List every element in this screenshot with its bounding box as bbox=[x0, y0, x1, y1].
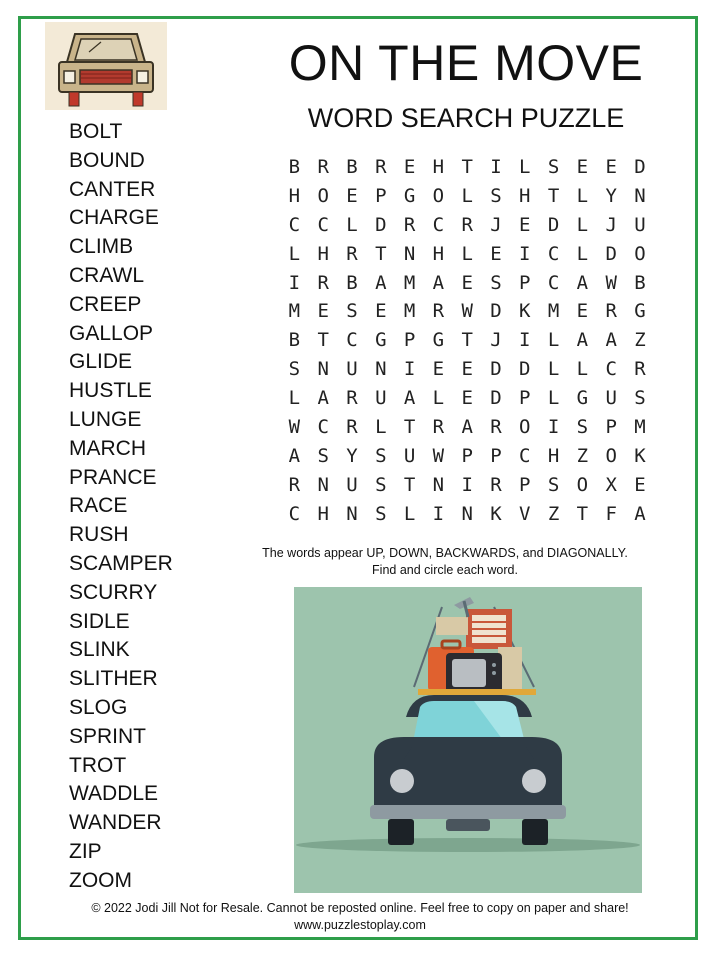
grid-letter: G bbox=[432, 329, 445, 352]
grid-letter: I bbox=[288, 271, 301, 294]
grid-letter: H bbox=[288, 184, 301, 207]
grid-letter: J bbox=[490, 213, 502, 236]
car-with-luggage-illustration bbox=[294, 587, 642, 893]
grid-letter: V bbox=[519, 502, 531, 525]
word-list-item: GALLOP bbox=[69, 321, 154, 345]
grid-letter: A bbox=[288, 444, 301, 467]
grid-letter: R bbox=[317, 271, 329, 294]
grid-letter: L bbox=[375, 416, 387, 439]
grid-letter: E bbox=[461, 358, 473, 381]
grid-letter: M bbox=[403, 300, 416, 323]
grid-letter: C bbox=[519, 444, 531, 467]
word-list-item: CREEP bbox=[69, 292, 142, 316]
word-list-item: BOUND bbox=[69, 148, 145, 172]
word-list-item: SIDLE bbox=[69, 609, 130, 633]
word-list-item: PRANCE bbox=[69, 465, 157, 489]
word-list-item: HUSTLE bbox=[69, 379, 152, 403]
grid-letter: L bbox=[576, 242, 589, 265]
instructions-line-1: The words appear UP, DOWN, BACKWARDS, and DIAGONALLY. bbox=[262, 546, 628, 560]
grid-letter: A bbox=[634, 502, 646, 525]
grid-letter: E bbox=[403, 156, 416, 178]
grid-letter: D bbox=[547, 213, 560, 236]
website-link[interactable]: www.puzzlestoplay.com bbox=[294, 918, 426, 932]
grid-letter: S bbox=[490, 271, 502, 294]
word-list-item: SPRINT bbox=[69, 724, 147, 748]
letter-grid bbox=[280, 153, 654, 529]
grid-letter: E bbox=[375, 300, 387, 323]
grid-letter: H bbox=[317, 242, 329, 265]
grid-letter: I bbox=[547, 416, 560, 439]
grid-letter: B bbox=[346, 156, 358, 178]
grid-letter: J bbox=[605, 213, 617, 236]
grid-letter: C bbox=[547, 271, 560, 294]
grid-letter: R bbox=[490, 473, 502, 496]
grid-letter: D bbox=[490, 387, 502, 410]
grid-letter: U bbox=[403, 444, 416, 467]
grid-letter: U bbox=[634, 213, 646, 236]
grid-letter: O bbox=[317, 184, 329, 207]
grid-letter: G bbox=[634, 300, 646, 323]
grid-letter: H bbox=[317, 502, 329, 525]
grid-letter: J bbox=[490, 329, 502, 352]
grid-letter: B bbox=[634, 271, 646, 294]
grid-letter: L bbox=[576, 358, 589, 381]
grid-letter: U bbox=[346, 473, 358, 496]
grid-letter: I bbox=[432, 502, 445, 525]
word-list-item: CANTER bbox=[69, 177, 156, 201]
page-title: ON THE MOVE bbox=[288, 35, 644, 91]
grid-letter: S bbox=[375, 444, 387, 467]
grid-letter: B bbox=[288, 329, 301, 352]
word-list-item: GLIDE bbox=[69, 350, 133, 374]
grid-letter: C bbox=[288, 502, 301, 525]
grid-letter: N bbox=[461, 502, 473, 525]
grid-letter: O bbox=[634, 242, 646, 265]
grid-letter: M bbox=[547, 300, 560, 323]
grid-letter: S bbox=[547, 473, 560, 496]
word-list-item: SCURRY bbox=[69, 580, 158, 604]
grid-letter: E bbox=[317, 300, 329, 323]
grid-letter: P bbox=[519, 473, 531, 496]
grid-letter: S bbox=[288, 358, 301, 381]
grid-letter: Z bbox=[576, 444, 589, 467]
grid-letter: L bbox=[461, 242, 473, 265]
word-list-item: CRAWL bbox=[69, 263, 145, 287]
grid-letter: P bbox=[490, 444, 502, 467]
word-list-item: WADDLE bbox=[69, 782, 159, 806]
word-list-item: RACE bbox=[69, 494, 128, 518]
grid-letter: H bbox=[432, 156, 445, 178]
grid-letter: S bbox=[375, 473, 387, 496]
grid-letter: U bbox=[605, 387, 617, 410]
word-list-item: LUNGE bbox=[69, 407, 142, 431]
grid-letter: K bbox=[490, 502, 502, 525]
grid-letter: C bbox=[317, 416, 329, 439]
grid-letter: R bbox=[375, 156, 387, 178]
grid-letter: N bbox=[432, 473, 445, 496]
grid-letter: I bbox=[519, 329, 531, 352]
grid-letter: R bbox=[346, 387, 358, 410]
grid-letter: N bbox=[346, 502, 358, 525]
grid-letter: R bbox=[432, 300, 445, 323]
grid-letter: C bbox=[605, 358, 617, 381]
grid-letter: W bbox=[288, 416, 301, 439]
grid-letter: E bbox=[490, 242, 502, 265]
word-list-item: MARCH bbox=[69, 436, 146, 460]
copyright-notice: © 2022 Jodi Jill Not for Resale. Cannot be reposted online. Feel free to copy on paper and share! bbox=[91, 901, 629, 915]
grid-letter: I bbox=[403, 358, 416, 381]
grid-letter: A bbox=[605, 329, 617, 352]
word-list bbox=[69, 118, 173, 896]
word-list-item: BOLT bbox=[69, 120, 123, 143]
grid-letter: S bbox=[576, 416, 589, 439]
grid-letter: L bbox=[576, 213, 589, 236]
instructions bbox=[240, 545, 650, 579]
grid-letter: L bbox=[288, 242, 301, 265]
grid-letter: S bbox=[634, 387, 646, 410]
grid-letter: C bbox=[432, 213, 445, 236]
grid-letter: L bbox=[346, 213, 358, 236]
grid-letter: P bbox=[375, 184, 387, 207]
grid-letter: M bbox=[634, 416, 646, 439]
grid-letter: R bbox=[432, 416, 445, 439]
grid-letter: Y bbox=[346, 444, 358, 467]
grid-letter: N bbox=[375, 358, 387, 381]
grid-letter: A bbox=[576, 271, 589, 294]
grid-letter: C bbox=[288, 213, 301, 236]
grid-letter: D bbox=[375, 213, 387, 236]
grid-letter: F bbox=[605, 502, 617, 525]
grid-letter: E bbox=[461, 387, 473, 410]
grid-letter: C bbox=[317, 213, 329, 236]
word-list-item: WANDER bbox=[69, 811, 162, 835]
grid-letter: K bbox=[634, 444, 646, 467]
grid-letter: M bbox=[403, 271, 416, 294]
grid-letter: K bbox=[519, 300, 531, 323]
grid-letter: O bbox=[519, 416, 531, 439]
grid-letter: T bbox=[461, 329, 473, 352]
grid-letter: E bbox=[605, 156, 617, 178]
grid-letter: T bbox=[576, 502, 589, 525]
grid-letter: I bbox=[490, 156, 502, 178]
grid-letter: U bbox=[346, 358, 358, 381]
grid-letter: R bbox=[288, 473, 301, 496]
grid-letter: E bbox=[576, 300, 589, 323]
grid-letter: U bbox=[375, 387, 387, 410]
grid-letter: L bbox=[461, 184, 473, 207]
word-list-item: TROT bbox=[69, 753, 127, 777]
grid-letter: Y bbox=[605, 184, 617, 207]
word-list-item: RUSH bbox=[69, 523, 129, 547]
instructions-line-2: Find and circle each word. bbox=[372, 563, 518, 577]
grid-letter: N bbox=[634, 184, 646, 207]
grid-letter: E bbox=[519, 213, 531, 236]
word-list-item: ZOOM bbox=[69, 868, 132, 892]
grid-letter: E bbox=[576, 156, 589, 178]
grid-letter: W bbox=[605, 271, 617, 294]
grid-letter: T bbox=[375, 242, 387, 265]
grid-letter: T bbox=[461, 156, 473, 178]
grid-letter: R bbox=[317, 156, 329, 178]
grid-letter: X bbox=[605, 473, 617, 496]
grid-letter: D bbox=[605, 242, 617, 265]
footer bbox=[22, 900, 698, 934]
word-list-item: CLIMB bbox=[69, 235, 134, 259]
grid-letter: O bbox=[432, 184, 445, 207]
grid-letter: Z bbox=[547, 502, 560, 525]
grid-letter: S bbox=[490, 184, 502, 207]
grid-letter: G bbox=[576, 387, 589, 410]
grid-letter: B bbox=[288, 156, 301, 178]
grid-letter: M bbox=[288, 300, 301, 323]
grid-letter: N bbox=[317, 473, 329, 496]
grid-letter: R bbox=[346, 416, 358, 439]
grid-letter: T bbox=[317, 329, 329, 352]
grid-letter: A bbox=[432, 271, 445, 294]
grid-letter: S bbox=[317, 444, 329, 467]
word-list-item: SLINK bbox=[69, 638, 130, 662]
grid-letter: G bbox=[375, 329, 387, 352]
page-subtitle: WORD SEARCH PUZZLE bbox=[307, 103, 625, 133]
grid-letter: Z bbox=[634, 329, 646, 352]
grid-letter: L bbox=[576, 184, 589, 207]
grid-letter: P bbox=[519, 387, 531, 410]
grid-letter: P bbox=[605, 416, 617, 439]
grid-letter: E bbox=[346, 184, 358, 207]
grid-letter: R bbox=[490, 416, 502, 439]
grid-letter: P bbox=[461, 444, 473, 467]
grid-letter: L bbox=[547, 387, 560, 410]
grid-letter: S bbox=[346, 300, 358, 323]
grid-letter: C bbox=[346, 329, 358, 352]
grid-letter: A bbox=[375, 271, 387, 294]
grid-letter: E bbox=[432, 358, 445, 381]
grid-letter: L bbox=[547, 329, 560, 352]
word-list-item: SLOG bbox=[69, 695, 128, 719]
grid-letter: T bbox=[403, 473, 416, 496]
grid-letter: A bbox=[403, 387, 416, 410]
grid-letter: D bbox=[519, 358, 531, 381]
grid-letter: L bbox=[288, 387, 301, 410]
grid-letter: H bbox=[432, 242, 445, 265]
grid-letter: R bbox=[346, 242, 358, 265]
grid-letter: R bbox=[634, 358, 646, 381]
grid-letter: T bbox=[403, 416, 416, 439]
grid-letter: C bbox=[547, 242, 560, 265]
grid-letter: G bbox=[403, 184, 416, 207]
grid-letter: O bbox=[605, 444, 617, 467]
grid-letter: L bbox=[403, 502, 416, 525]
grid-letter: H bbox=[547, 444, 560, 467]
word-list-item: SCAMPER bbox=[69, 551, 173, 575]
car-front-icon bbox=[45, 22, 167, 110]
grid-letter: I bbox=[519, 242, 531, 265]
grid-letter: E bbox=[461, 271, 473, 294]
grid-letter: R bbox=[461, 213, 473, 236]
grid-letter: A bbox=[576, 329, 589, 352]
grid-letter: A bbox=[317, 387, 329, 410]
grid-letter: R bbox=[605, 300, 617, 323]
grid-letter: N bbox=[403, 242, 416, 265]
grid-letter: W bbox=[432, 444, 445, 467]
grid-letter: O bbox=[576, 473, 589, 496]
grid-letter: R bbox=[403, 213, 416, 236]
word-list-item: CHARGE bbox=[69, 206, 159, 230]
grid-letter: I bbox=[461, 473, 473, 496]
grid-letter: D bbox=[490, 300, 502, 323]
grid-letter: B bbox=[346, 271, 358, 294]
grid-letter: H bbox=[519, 184, 531, 207]
grid-letter: D bbox=[490, 358, 502, 381]
grid-letter: W bbox=[461, 300, 473, 323]
grid-letter: L bbox=[432, 387, 445, 410]
grid-letter: P bbox=[519, 271, 531, 294]
grid-letter: A bbox=[461, 416, 473, 439]
grid-letter: P bbox=[403, 329, 416, 352]
word-list-item: SLITHER bbox=[69, 667, 158, 691]
grid-letter: T bbox=[547, 184, 560, 207]
grid-letter: S bbox=[375, 502, 387, 525]
grid-letter: E bbox=[634, 473, 646, 496]
grid-letter: L bbox=[519, 156, 531, 178]
grid-letter: S bbox=[547, 156, 560, 178]
grid-letter: D bbox=[634, 156, 646, 178]
word-list-item: ZIP bbox=[69, 839, 102, 863]
grid-letter: L bbox=[547, 358, 560, 381]
grid-letter: N bbox=[317, 358, 329, 381]
